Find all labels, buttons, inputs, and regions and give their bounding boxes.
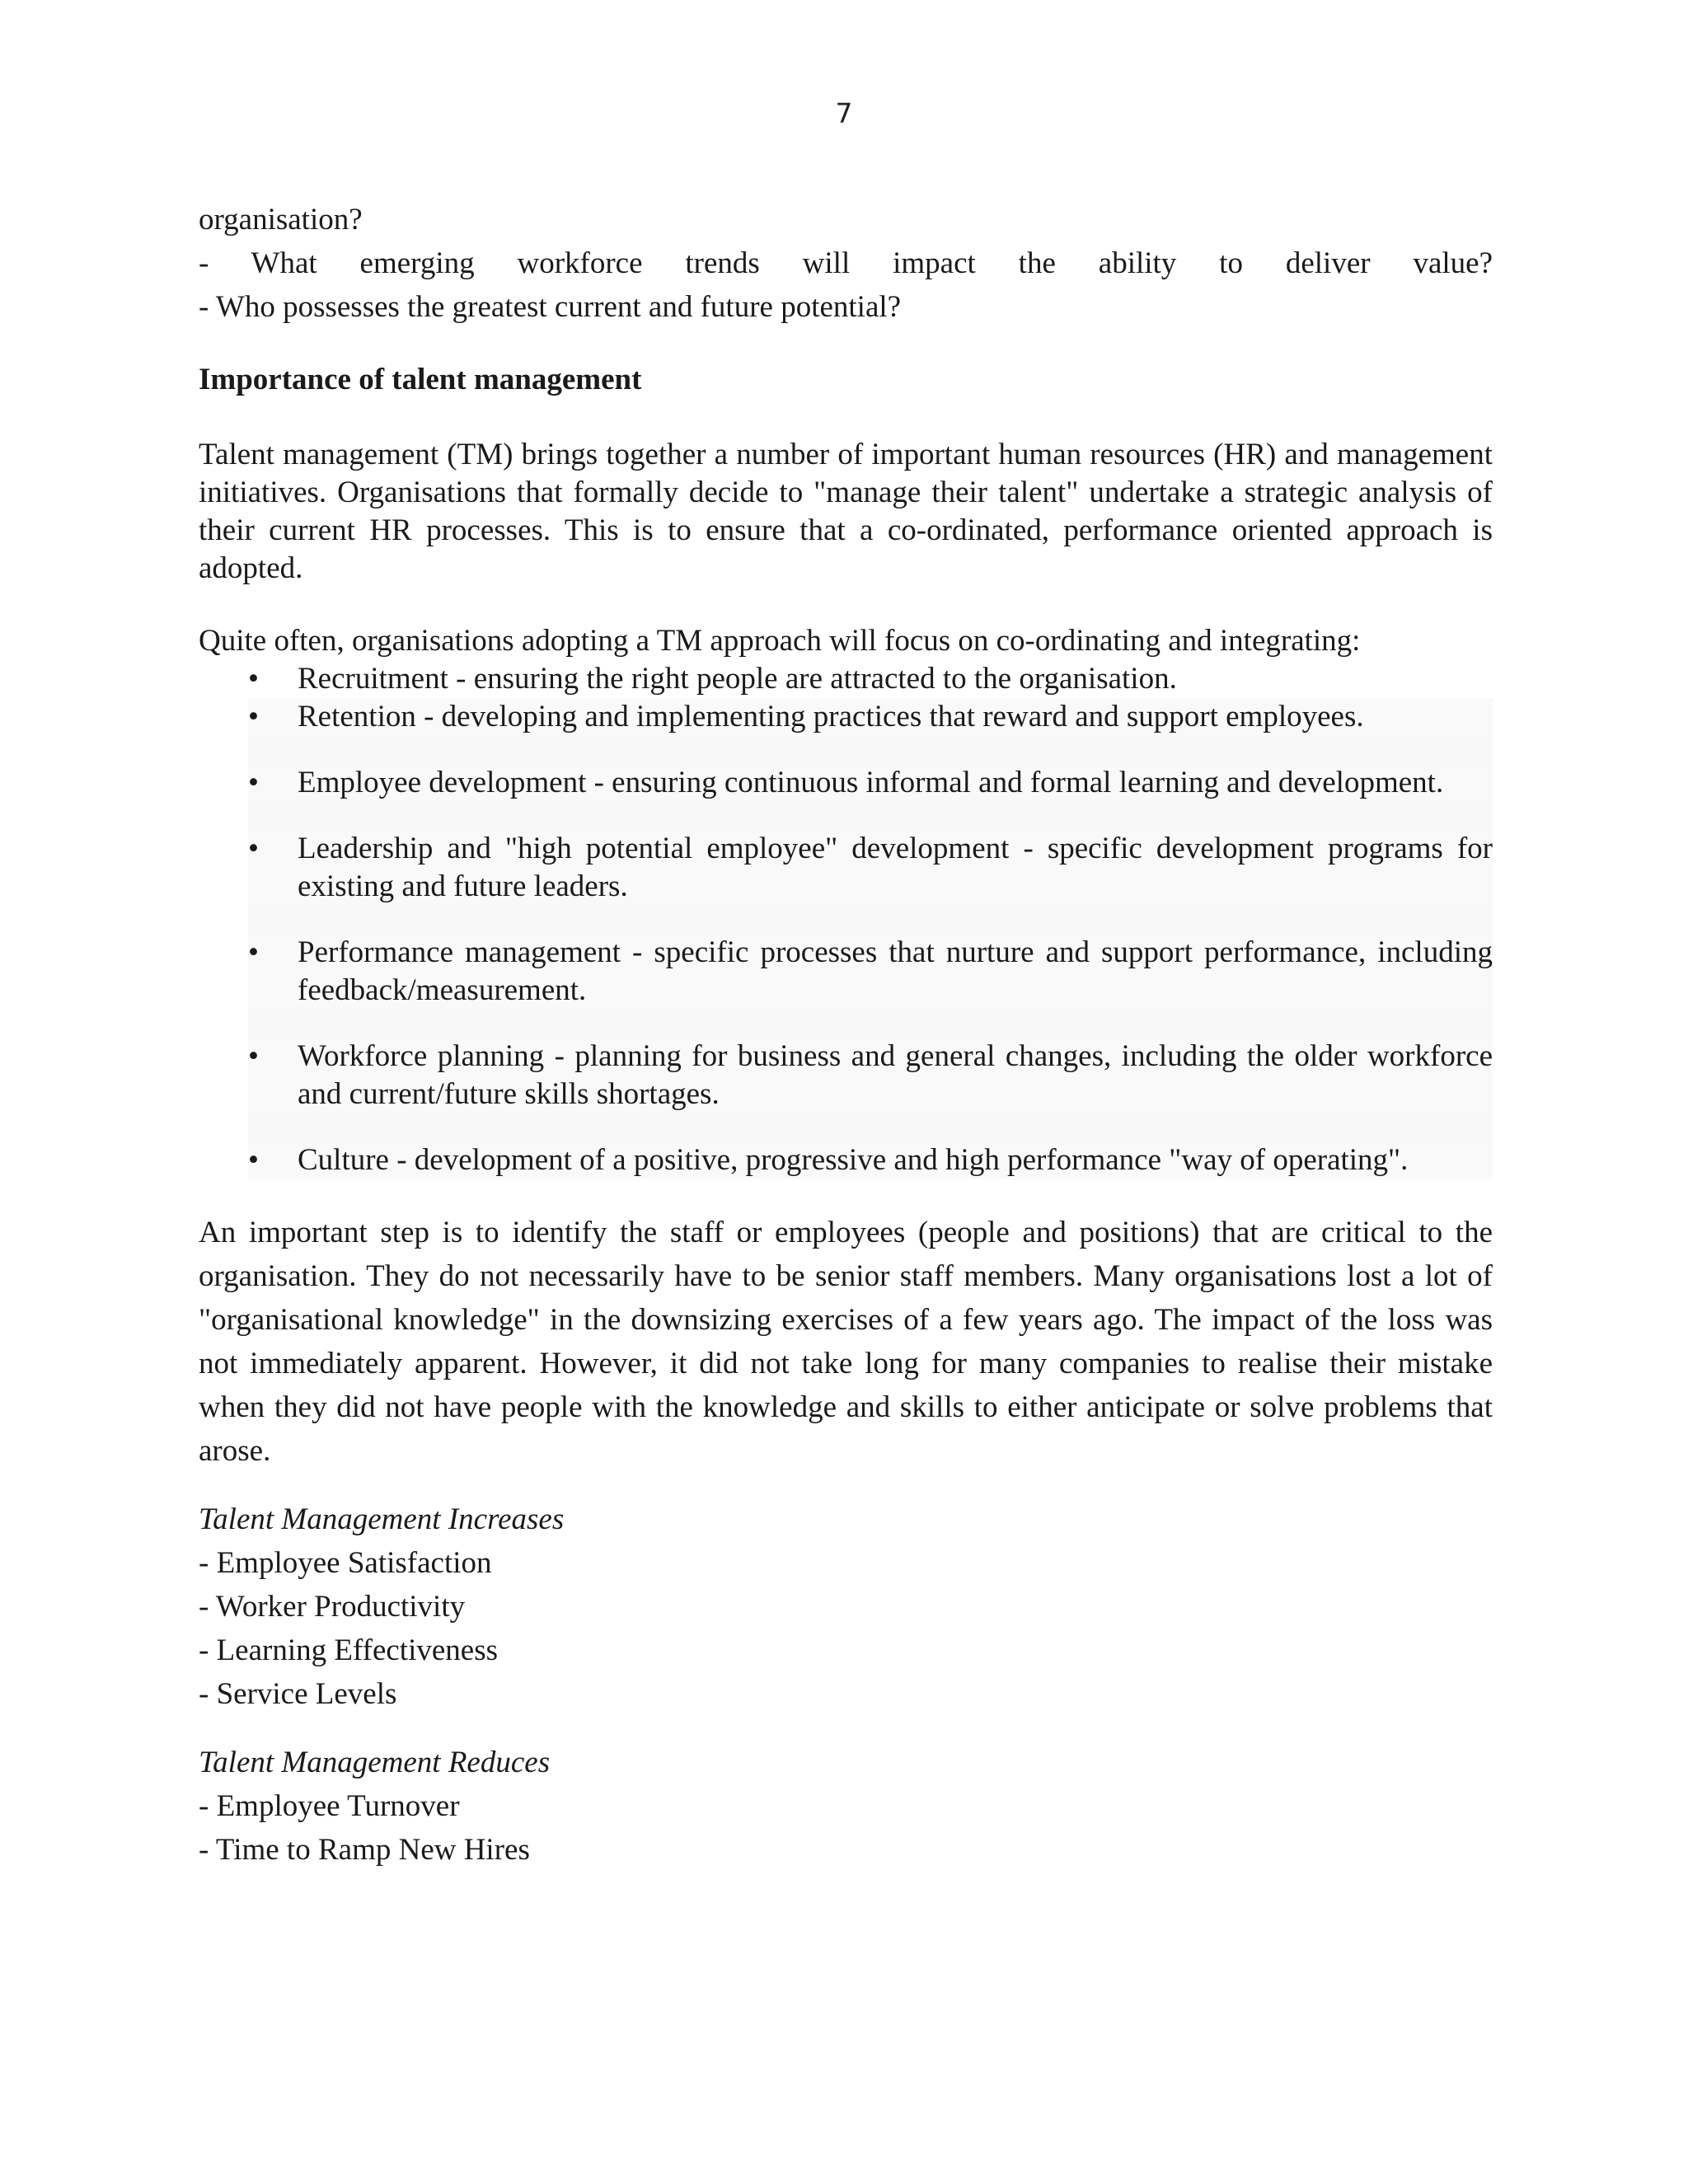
- list-item-text: Performance management - specific processes that nurture and support performance, including feedback/measurement.: [298, 935, 1493, 1007]
- increases-item: - Service Levels: [199, 1677, 397, 1711]
- reduces-item: - Employee Turnover: [199, 1789, 460, 1823]
- increases-item: - Worker Productivity: [199, 1590, 466, 1624]
- list-item: [248, 1141, 1493, 1179]
- list-intro: Quite often, organisations adopting a TM approach will focus on co-ordinating and integrating:: [199, 624, 1361, 658]
- list-item-text: Retention - developing and implementing practices that reward and support employees.: [298, 700, 1364, 733]
- bullet-list: [248, 660, 1493, 1179]
- list-item: [248, 764, 1493, 802]
- bullet-icon: •: [248, 766, 259, 799]
- list-item-text: Leadership and "high potential employee" development - specific development programs for existing and future leaders.: [298, 832, 1493, 903]
- increases-item: - Employee Satisfaction: [199, 1546, 492, 1580]
- increases-title: Talent Management Increases: [199, 1502, 565, 1536]
- bullet-icon: •: [248, 700, 259, 733]
- list-item-text: Employee development - ensuring continuous informal and formal learning and development.: [298, 766, 1444, 799]
- increases-item: - Learning Effectiveness: [199, 1633, 498, 1667]
- list-item: [248, 660, 1493, 698]
- question-line: - What emerging workforce trends will impact the ability to deliver value?: [199, 246, 1493, 280]
- reduces-title: Talent Management Reduces: [199, 1746, 551, 1779]
- paragraph: An important step is to identify the staff or employees (people and positions) that are critical to the organisation. They do not necessarily have to be senior staff members. Many organisations lost a lot of "organisational knowledge" in the downsizing exercises of a few years ago. The impact of the loss was not immediately apparent. However, it did not take long for many companies to realise their mistake when they did not have people with the knowledge and skills to either anticipate or solve problems that arose.: [199, 1216, 1493, 1468]
- list-item: [248, 830, 1493, 906]
- list-item-text: Culture - development of a positive, progressive and high performance "way of operating".: [298, 1143, 1409, 1177]
- paragraph: Talent management (TM) brings together a number of important human resources (HR) and management initiatives. Organisations that formally decide to "manage their talent" undertake a strategic analysis of their current HR processes. This is to ensure that a co-ordinated, performance oriented approach is adopted.: [199, 438, 1493, 585]
- bullet-icon: •: [248, 662, 259, 696]
- section-heading: Importance of talent management: [199, 363, 642, 396]
- question-line: - Who possesses the greatest current and future potential?: [199, 290, 902, 324]
- list-item: [248, 1038, 1493, 1113]
- continued-line: organisation?: [199, 203, 363, 237]
- bullet-icon: •: [248, 1143, 259, 1177]
- reduces-item: - Time to Ramp New Hires: [199, 1833, 530, 1867]
- page-number: 7: [835, 97, 853, 129]
- bullet-icon: •: [248, 832, 259, 865]
- list-item: [248, 934, 1493, 1010]
- list-item-text: Recruitment - ensuring the right people are attracted to the organisation.: [298, 662, 1177, 696]
- bullet-icon: •: [248, 935, 259, 969]
- list-item-text: Workforce planning - planning for business and general changes, including the older workforce and current/future skills shortages.: [298, 1039, 1493, 1111]
- document-body: [199, 198, 1493, 1872]
- bullet-icon: •: [248, 1039, 259, 1073]
- list-item: [248, 698, 1493, 736]
